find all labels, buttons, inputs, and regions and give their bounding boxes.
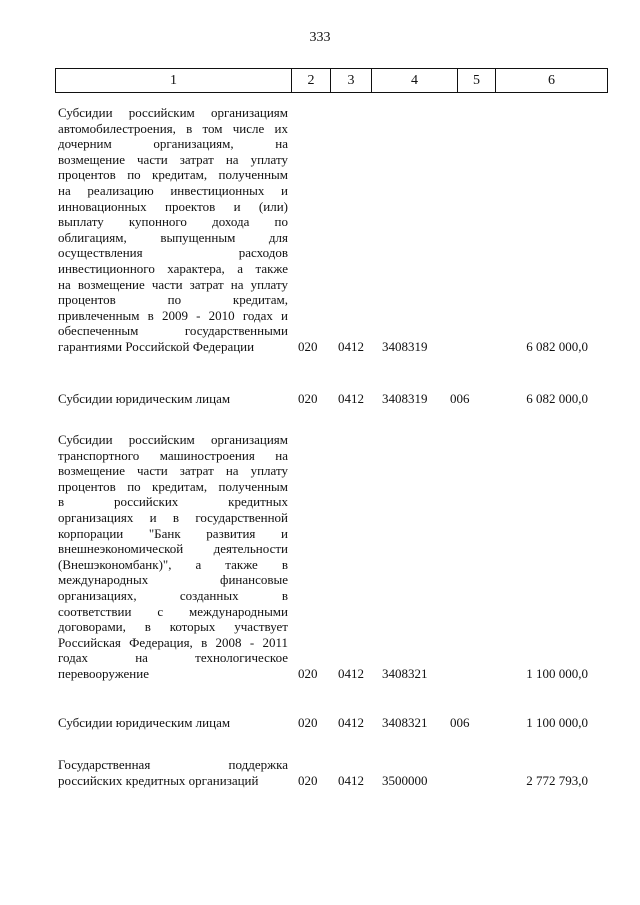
description-line: соответствии с международными [58,603,288,619]
section-code: 0412 [338,339,364,354]
page-number: 333 [309,30,331,45]
description-line: инновационных проектов и (или) [58,198,288,214]
column-header-5: 5 [458,69,496,93]
description-line: в российских кредитных [58,494,288,510]
description-line: Субсидии юридическим лицам [58,715,231,730]
target-article-code: 3408321 [382,666,428,681]
section-code: 0412 [338,772,364,788]
column-header-2: 2 [292,69,331,93]
description-line: дочерним организациям, на [58,136,288,152]
row-description [58,105,288,355]
admin-code: 020 [298,391,318,406]
description-line: организациях, созданных в [58,587,288,603]
table-row [0,391,640,407]
description-line: процентов по кредитам, [58,292,288,308]
row-description [58,757,288,788]
description-line: Субсидии российским организациям [58,105,288,120]
column-header-table [55,68,608,93]
description-line: Субсидии российским организациям [58,432,288,447]
amount: 1 100 000,0 [526,666,588,681]
admin-code: 020 [298,666,318,681]
target-article-code: 3408321 [382,715,428,730]
description-line: возмещение части затрат на уплату [58,463,288,479]
column-header-4: 4 [372,69,458,93]
description-line: возмещение части затрат на уплату [58,151,288,167]
description-line: внешнеэкономической деятельности [58,541,288,557]
table-row [0,715,640,731]
description-line: на реализацию инвестиционных и [58,182,288,198]
row-description [58,432,288,682]
section-code: 0412 [338,391,364,406]
column-header-1: 1 [56,69,292,93]
amount: 1 100 000,0 [526,715,588,730]
description-line: транспортного машиностроения на [58,447,288,463]
description-line: гарантиями Российской Федерации [58,338,255,354]
target-article-code: 3500000 [382,772,428,788]
row-description [58,391,288,407]
description-line: облигациям, выпущенным для [58,229,288,245]
description-line: обеспеченным государственными [58,323,288,339]
description-line: процентов по кредитам, полученным [58,167,288,183]
section-code: 0412 [338,715,364,730]
table-row [0,432,640,682]
table-row [0,105,640,355]
amount: 6 082 000,0 [526,391,588,406]
column-header-3: 3 [331,69,372,93]
description-line: организациях и в государственной [58,509,288,525]
target-article-code: 3408319 [382,391,428,406]
description-line: международных финансовые [58,572,288,588]
column-header-row [56,69,608,93]
admin-code: 020 [298,715,318,730]
description-line: процентов по кредитам, полученным [58,478,288,494]
description-line: Субсидии юридическим лицам [58,391,231,406]
amount: 6 082 000,0 [526,339,588,354]
description-line: Российская Федерация, в 2008 - 2011 [58,634,288,650]
column-header-6: 6 [496,69,608,93]
description-line: Государственная поддержка [58,757,288,772]
description-line: привлеченным в 2009 - 2010 годах и [58,307,288,323]
row-description [58,715,288,731]
description-line: осуществления расходов [58,245,288,261]
description-line: выплату купонного дохода по [58,214,288,230]
description-line: на возмещение части затрат на уплату [58,276,288,292]
description-line: корпорации "Банк развития и [58,525,288,541]
admin-code: 020 [298,772,318,788]
target-article-code: 3408319 [382,339,428,354]
description-line: автомобилестроения, в том числе их [58,120,288,136]
amount: 2 772 793,0 [526,772,588,788]
expense-type-code: 006 [450,391,470,406]
description-line: договорами, в которых участвует [58,619,288,635]
section-code: 0412 [338,666,364,681]
description-line: российских кредитных организаций [58,772,259,788]
table-row [0,757,640,788]
description-line: годах на технологическое [58,650,288,666]
admin-code: 020 [298,339,318,354]
description-line: инвестиционного характера, а также [58,260,288,276]
description-line: (Внешэкономбанк)", а также в [58,556,288,572]
description-line: перевооружение [58,665,149,681]
expense-type-code: 006 [450,715,470,730]
